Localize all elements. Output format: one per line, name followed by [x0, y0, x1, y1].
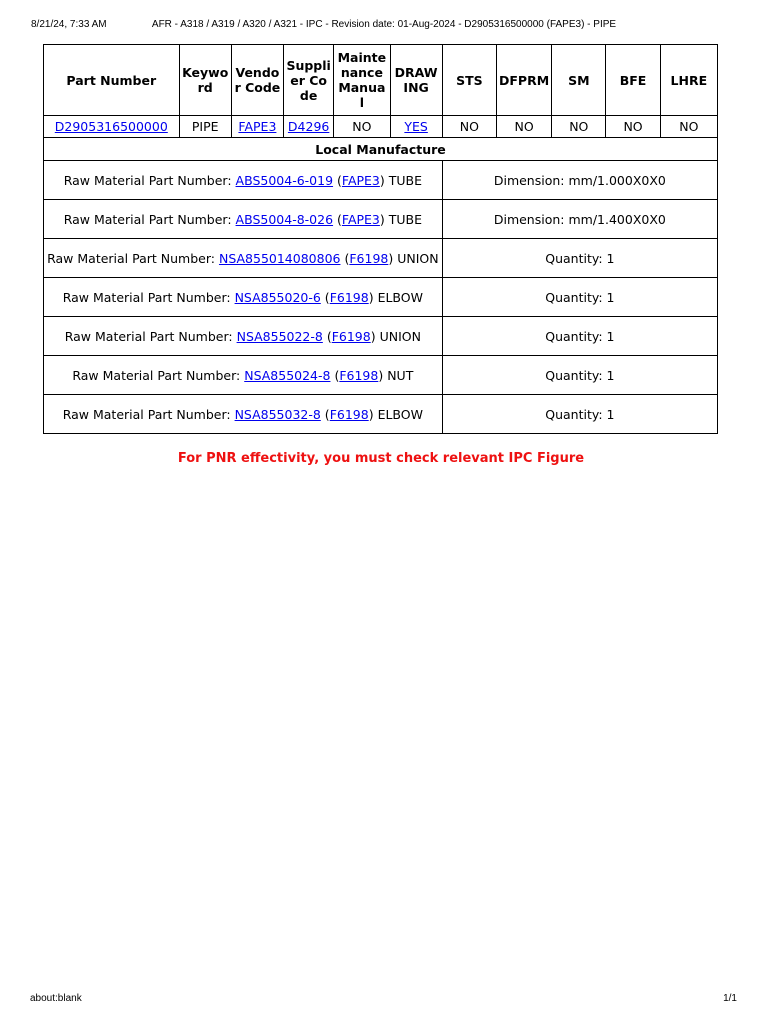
- raw-material-row: [44, 278, 718, 317]
- raw-material-detail: Dimension: mm/1.400X0X0: [442, 200, 717, 239]
- raw-material-vendor-link[interactable]: F6198: [331, 328, 371, 344]
- raw-material-cell: Raw Material Part Number: ABS5004-8-026 (FAPE3) TUBE: [44, 200, 443, 239]
- raw-material-description: UNION: [397, 250, 439, 266]
- section-row: [44, 138, 718, 161]
- raw-material-part-link[interactable]: ABS5004-8-026: [235, 211, 334, 227]
- raw-material-cell: Raw Material Part Number: NSA855022-8 (F6198) UNION: [44, 317, 443, 356]
- raw-material-vendor-link[interactable]: FAPE3: [341, 211, 380, 227]
- raw-material-vendor-link[interactable]: F6198: [349, 250, 389, 266]
- supplier-code-link[interactable]: D4296: [287, 119, 330, 134]
- cell-drawing: [390, 116, 442, 138]
- cell-supplier-code: [284, 116, 334, 138]
- part-number-link[interactable]: D2905316500000: [54, 119, 168, 134]
- raw-material-label: Raw Material Part Number:: [47, 250, 219, 266]
- header-dfprm: DFPRM: [496, 45, 551, 116]
- cell-lhre: NO: [660, 116, 717, 138]
- raw-material-vendor-link[interactable]: FAPE3: [341, 172, 380, 188]
- raw-material-label: Raw Material Part Number:: [63, 172, 236, 188]
- raw-material-description: TUBE: [388, 211, 423, 227]
- raw-material-label: Raw Material Part Number:: [63, 211, 236, 227]
- raw-material-part-link[interactable]: NSA855022-8: [236, 328, 323, 344]
- raw-material-cell: Raw Material Part Number: NSA855032-8 (F6198) ELBOW: [44, 395, 443, 434]
- header-vendor-code: Vendor Code: [231, 45, 283, 116]
- raw-material-cell: Raw Material Part Number: ABS5004-6-019 (FAPE3) TUBE: [44, 161, 443, 200]
- raw-material-detail: Quantity: 1: [442, 239, 717, 278]
- raw-material-part-link[interactable]: NSA855032-8: [234, 406, 321, 422]
- raw-material-vendor-link[interactable]: F6198: [339, 367, 379, 383]
- raw-material-part-link[interactable]: NSA855024-8: [244, 367, 331, 383]
- raw-material-cell: Raw Material Part Number: NSA855014080806 (F6198) UNION: [44, 239, 443, 278]
- raw-material-detail: Quantity: 1: [442, 317, 717, 356]
- raw-material-part-link[interactable]: NSA855020-6: [234, 289, 321, 305]
- print-footer: [0, 993, 768, 1007]
- cell-sm: NO: [552, 116, 606, 138]
- raw-material-description: ELBOW: [377, 406, 423, 422]
- table-row: [44, 116, 718, 138]
- vendor-code-link[interactable]: FAPE3: [238, 119, 277, 134]
- raw-material-label: Raw Material Part Number:: [64, 328, 237, 344]
- print-date: 8/21/24, 7:33 AM: [31, 19, 107, 30]
- raw-material-cell: Raw Material Part Number: NSA855020-6 (F6198) ELBOW: [44, 278, 443, 317]
- header-lhre: LHRE: [660, 45, 717, 116]
- cell-part-number: [44, 116, 180, 138]
- raw-material-part-link[interactable]: ABS5004-6-019: [235, 172, 334, 188]
- parts-table: [43, 44, 718, 434]
- header-row: [44, 45, 718, 116]
- header-sm: SM: [552, 45, 606, 116]
- section-title: Local Manufacture: [44, 138, 718, 161]
- header-keyword: Keyword: [179, 45, 231, 116]
- print-url: about:blank: [30, 993, 82, 1004]
- raw-material-row: [44, 317, 718, 356]
- print-header: [0, 19, 768, 33]
- header-supplier-code: Supplier Code: [284, 45, 334, 116]
- raw-material-row: [44, 395, 718, 434]
- cell-vendor-code: [231, 116, 283, 138]
- header-bfe: BFE: [606, 45, 660, 116]
- raw-material-label: Raw Material Part Number:: [72, 367, 245, 383]
- print-page-count: 1/1: [723, 993, 737, 1004]
- header-maintenance-manual: Maintenance Manual: [334, 45, 390, 116]
- drawing-link[interactable]: YES: [404, 119, 428, 134]
- raw-material-cell: Raw Material Part Number: NSA855024-8 (F6198) NUT: [44, 356, 443, 395]
- effectivity-note: For PNR effectivity, you must check relevant IPC Figure: [177, 451, 585, 466]
- raw-material-vendor-link[interactable]: F6198: [329, 289, 369, 305]
- raw-material-detail: Quantity: 1: [442, 356, 717, 395]
- raw-material-row: [44, 239, 718, 278]
- raw-material-label: Raw Material Part Number:: [62, 289, 235, 305]
- cell-keyword: PIPE: [179, 116, 231, 138]
- raw-material-part-link[interactable]: NSA855014080806: [218, 250, 341, 266]
- cell-sts: NO: [442, 116, 496, 138]
- raw-material-description: UNION: [379, 328, 421, 344]
- raw-material-detail: Quantity: 1: [442, 278, 717, 317]
- raw-material-description: ELBOW: [377, 289, 423, 305]
- raw-material-description: TUBE: [388, 172, 423, 188]
- header-part-number: Part Number: [44, 45, 180, 116]
- raw-material-vendor-link[interactable]: F6198: [329, 406, 369, 422]
- raw-material-row: [44, 356, 718, 395]
- header-drawing: DRAWING: [390, 45, 442, 116]
- header-sts: STS: [442, 45, 496, 116]
- cell-bfe: NO: [606, 116, 660, 138]
- cell-maintenance-manual: NO: [334, 116, 390, 138]
- raw-material-detail: Dimension: mm/1.000X0X0: [442, 161, 717, 200]
- cell-dfprm: NO: [496, 116, 551, 138]
- raw-material-row: [44, 161, 718, 200]
- raw-material-label: Raw Material Part Number:: [62, 406, 235, 422]
- raw-material-detail: Quantity: 1: [442, 395, 717, 434]
- raw-material-row: [44, 200, 718, 239]
- print-title: AFR - A318 / A319 / A320 / A321 - IPC - Revision date: 01-Aug-2024 - D2905316500000 (FAPE3) - PIPE: [151, 19, 617, 30]
- raw-material-description: NUT: [387, 367, 414, 383]
